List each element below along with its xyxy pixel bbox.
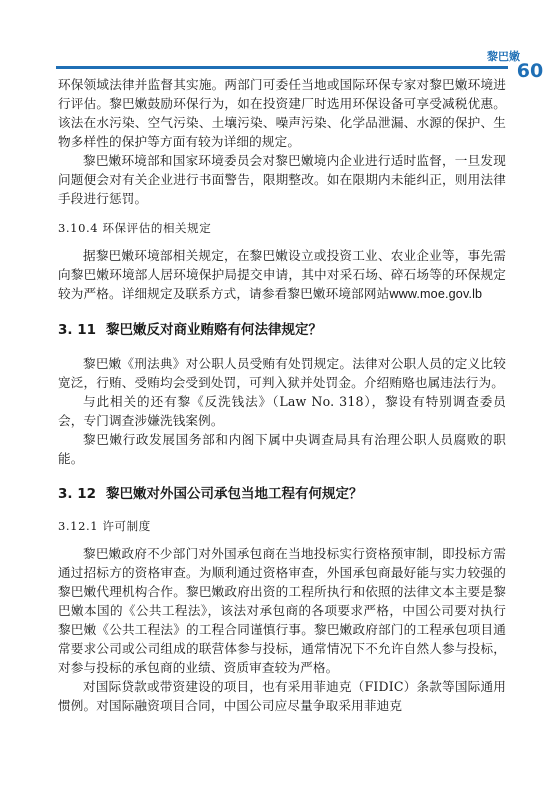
section-title: 黎巴嫩反对商业贿赂有何法律规定？	[106, 322, 323, 338]
subsection-number: 3.10.4	[58, 221, 99, 235]
bribery-paragraph-1: 黎巴嫩《刑法典》对公职人员受贿有处罚规定。法律对公职人员的定义比较宽泛，行贿、受贿均会受到处罚，可判入狱并处罚金。介绍贿赂也属违法行为。	[58, 356, 506, 390]
section-number: 3. 11	[58, 322, 97, 338]
subsection-title: 许可制度	[102, 519, 151, 533]
subsection-number: 3.12.1	[58, 519, 99, 533]
bribery-paragraph-2: 与此相关的还有黎《反洗钱法》（Law No. 318），黎设有特别调查委员会，专门调查涉嫌洗钱案例。	[58, 394, 506, 428]
intro-paragraph-1: 环保领域法律并监督其实施。两部门可委任当地或国际环保专家对黎巴嫩环境进行评估。黎巴嫩鼓励环保行为，如在投资建厂时选用环保设备可享受减税优惠。该法在水污染、空气污染、土壤污染、噪声污染、化学品泄漏、水源的保护、生物多样性的保护等方面有较为详细的规定。	[58, 77, 506, 149]
page-body	[58, 75, 506, 715]
moe-website-link[interactable]: www.moe.gov.lb	[389, 287, 483, 301]
page-number: 60	[516, 60, 544, 82]
subsection-heading-3-10-4	[58, 220, 506, 236]
license-paragraph-1: 黎巴嫩政府不少部门对外国承包商在当地投标实行资格预审制，即投标方需通过招标方的资格审查。为顺利通过资格审查，外国承包商最好能与实力较强的黎巴嫩代理机构合作。黎巴嫩政府出资的工程所执行和依照的法律文本主要是黎巴嫩本国的《公共工程法》，该法对承包商的各项要求严格，中国公司要对执行黎巴嫩《公共工程法》的工程合同谨慎行事。黎巴嫩政府部门的工程承包项目通常要求公司或公司组成的联营体参与投标，通常情况下不允许自然人参与投标，对参与投标的承包商的业绩、资质审查较为严格。	[58, 546, 506, 675]
subsection-title: 环保评估的相关规定	[102, 221, 212, 235]
subsection-heading-3-12-1	[58, 518, 506, 534]
page-header-label: 黎巴嫩	[487, 50, 520, 63]
bribery-paragraph-3: 黎巴嫩行政发展国务部和内阁下属中央调查局具有治理公职人员腐败的职能。	[58, 432, 506, 466]
section-heading-3-11	[58, 320, 506, 340]
intro-paragraph-2: 黎巴嫩环境部和国家环境委员会对黎巴嫩境内企业进行适时监督，一旦发现问题便会对有关企业进行书面警告，限期整改。如在限期内未能纠正，则用法律手段进行惩罚。	[58, 153, 506, 206]
section-title: 黎巴嫩对外国公司承包当地工程有何规定？	[106, 486, 363, 502]
header-rule	[56, 66, 508, 69]
section-number: 3. 12	[58, 486, 97, 502]
env-assessment-text: 据黎巴嫩环境部相关规定，在黎巴嫩设立或投资工业、农业企业等，事先需向黎巴嫩环境部人居环境保护局提交申请，其中对采石场、碎石场等的环保规定较为严格。详细规定及联系方式，请参看黎巴嫩环境部网站	[58, 248, 506, 301]
section-heading-3-12	[58, 484, 506, 504]
env-assessment-paragraph	[58, 246, 506, 304]
license-paragraph-2: 对国际贷款或带资建设的项目，也有采用菲迪克（FIDIC）条款等国际通用惯例。对国际融资项目合同，中国公司应尽量争取采用菲迪克	[58, 679, 506, 713]
